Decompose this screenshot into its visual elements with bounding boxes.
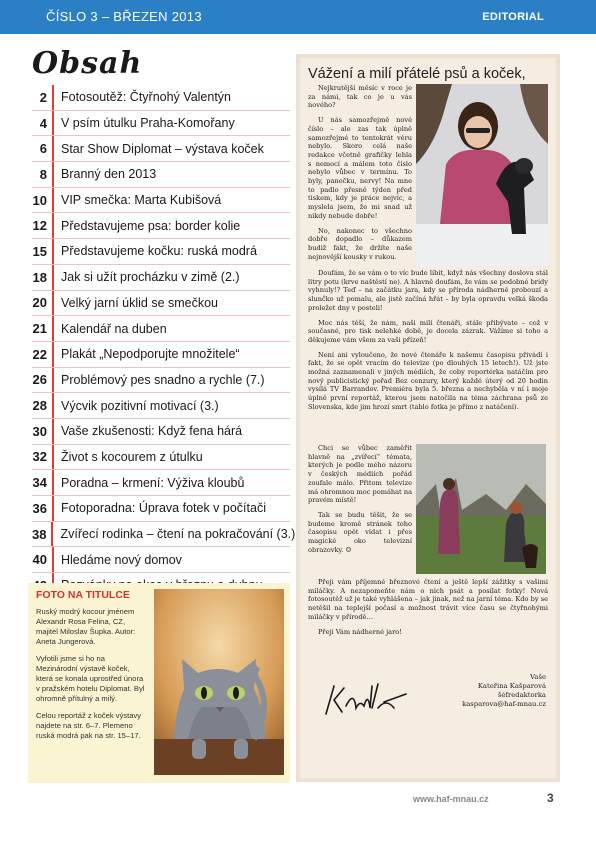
letter-column-2 [308,444,412,560]
toc-title-text: Představujeme psa: border kolie [61,218,241,233]
cover-photo-box [28,583,290,783]
toc-row[interactable] [32,522,296,548]
letter-body-2 [308,578,548,642]
cover-caption-p2: Vyfotili jsme si ho na Mezinárodní výstavě koček, která se konala uprostřed února v pražském hotelu Diplomat. Byl ohromně přítulný a milý. [36,654,145,703]
toc-page-number: 4 [32,111,54,136]
section-label: EDITORIAL [482,11,544,23]
toc-title-text: Vaše zkušenosti: Když fena hárá [61,424,243,439]
toc-title-text: Hledáme nový domov [61,552,182,567]
letter-paragraph: Chci se vůbec zaměřit hlavně na „zvířecí“ témata, kterých je podle mého názoru v českých médiích pořád zoufale málo. Přitom televize má ohromnou moc pomáhat na pravém místě! [308,444,412,505]
toc-page-number: 12 [32,213,54,238]
toc-title-text: Plakát „Nepodporujte množitele“ [61,347,240,362]
toc-page-number: 22 [32,342,54,367]
toc-row[interactable] [32,547,290,573]
toc-row[interactable] [32,85,290,111]
toc-row[interactable] [32,136,290,162]
toc-title-text: Velký jarní úklid se smečkou [61,295,219,310]
toc-row[interactable] [32,496,290,522]
cover-caption-p3: Celou reportáž z koček výstavy najdete na str. 6–7. Plemeno ruská modrá pak na str. 15–17. [36,711,142,740]
toc-title-text: Poradna – krmení: Výživa kloubů [61,475,245,490]
letter-column-1 [308,84,412,267]
toc-page-number: 15 [32,239,54,264]
toc-row[interactable] [32,368,290,394]
letter-paragraph: No, nakonec to všechno dobře dopadlo – důkazem budiž fakt, že držíte naše nejnovější kousky v rukou. [308,226,412,261]
toc-page-number: 6 [32,136,54,161]
toc-page-number: 28 [32,393,54,418]
toc-row[interactable] [32,111,290,137]
table-of-contents [32,85,296,599]
issue-label: ČÍSLO 3 – BŘEZEN 2013 [46,9,202,24]
toc-row[interactable] [32,419,290,445]
toc-title: Obsah [32,46,143,81]
toc-title-text: Fotoporadna: Úprava fotek v počítači [61,501,266,516]
signoff-role: šéfredaktorka [497,691,546,699]
letter-greeting: Vážení a milí přátelé psů a koček, [308,66,526,82]
toc-title-text: V psím útulku Praha-Komořany [61,116,235,131]
toc-row[interactable] [32,213,290,239]
toc-row[interactable] [32,291,290,317]
toc-page-number: 38 [32,522,53,547]
toc-page-number: 10 [32,188,54,213]
signature [320,680,410,720]
toc-row[interactable] [32,445,290,471]
toc-title-text: Kalendář na duben [61,321,167,336]
toc-page-number: 8 [32,162,54,187]
toc-row[interactable] [32,162,290,188]
toc-page-number: 2 [32,85,54,110]
header-bar [0,0,596,34]
signoff [416,673,546,709]
signoff-name: Kateřina Kašparová [477,682,546,690]
cover-caption [36,607,148,748]
letter-paragraph: Přeji Vám nádherné jaro! [318,627,402,636]
toc-page-number: 36 [32,496,54,521]
toc-title-text: Branný den 2013 [61,167,157,182]
toc-row[interactable] [32,342,290,368]
toc-title-text: Jak si užít procházku v zimě (2.) [61,270,240,285]
page-number: 3 [547,791,554,805]
letter-paragraph: Není ani vyloučeno, že nové čtenáře k našemu časopisu přivádí i fakt, že se opět vracím do televize (po dlouhých 15 letech!). Už jste možná zaznamenali v jiných médiích, že coby reportérka natáčím pro nový publicistický pořad Bez cenzury, který každé úterý od 20 hodin vysílá TV Barrandov. Premiéra byla 5. března a nechyběla v ní i moje úplně první reportáž, kterou jsem natočila na téma záchrana psů ze Slovenska, kde jim hrozí smrt (tablo fotka je přímo z natáčení). [308,350,548,411]
toc-title-text: Problémový pes snadno a rychle (7.) [61,372,265,387]
toc-page-number: 21 [32,316,54,341]
toc-title-text: Život s kocourem z útulku [61,449,203,464]
toc-row[interactable] [32,393,290,419]
letter-paragraph: Tak se budu těšit, že se budeme kromě stránek toho časopisu opět vídat i přes magické oko televizní obrazovky. ☺ [308,510,412,554]
toc-row[interactable] [32,188,290,214]
toc-title-text: Zvířecí rodinka – čtení na pokračování (3.) [60,527,296,542]
letter-paragraph: Moc nás těší, že nám, naši milí čtenáři, stále přibývate – což v současné, pro tisk nelehké době, je docela zázrak. Vážíme si toho a děkujeme vám všem za vaši přízeň! [308,318,548,344]
editor-with-dog-photo [416,84,548,266]
editorial-letter [300,58,556,778]
toc-title-text: VIP smečka: Marta Kubišová [61,193,222,208]
toc-page-number: 20 [32,291,54,316]
toc-page-number: 30 [32,419,54,444]
toc-title-text: Představujeme kočku: ruská modrá [61,244,257,259]
toc-row[interactable] [32,239,290,265]
letter-paragraph: Nejkrutější měsíc v roce je za námi, tak co je u vás nového? [308,84,412,110]
toc-row[interactable] [32,265,290,291]
cat-photo [154,589,284,775]
toc-page-number: 18 [32,265,54,290]
toc-row[interactable] [32,316,290,342]
toc-title-text: Star Show Diplomat – výstava koček [61,141,264,156]
toc-page-number: 34 [32,470,54,495]
cover-caption-p1: Ruský modrý kocour jménem Alexandr Rosa Felina, CZ, majitel Miloslav Šupka. Autor: Aneta Jungerová. [36,607,136,646]
letter-paragraph: Doufám, že se vám o to víc bude líbit, když nás všechny doslova stál litry potu (krve naštěstí ne). A hlavně doufám, že vám se podobné bridy vyhnuly!? Teď – na začátku jara, kdy se příroda nádherně probouzí a slunčko už pomalu, ale jistě začíná hřát – by byla opravdu velká škoda proležet dny v posteli! [308,269,548,312]
signoff-closing: Vaše [530,673,546,681]
letter-body-1 [308,269,548,418]
toc-page-number: 26 [32,368,54,393]
toc-page-number: 40 [32,547,54,572]
filming-photo [416,444,546,574]
toc-title-text: Výcvik pozitivní motivací (3.) [61,398,219,413]
toc-title-text: Fotosoutěž: Čtyřnohý Valentýn [61,90,231,105]
signoff-email[interactable]: kasparova@haf-mnau.cz [462,700,546,708]
letter-paragraph: U nás samozřejmě nové číslo – ale zas tak úplně samozřejmé to tentokrát věru nebylo. Skoro celá naše redakce včetně grafičky lehla s nemocí a málem toto číslo nebylo vůbec v termínu. To byly, panečku, nervy! Na mne to padlo přesně týden před tiskem, kdy je práce nejvíc, a myslela jsem, že mi snad už nikdy nebude dobře! [308,116,412,220]
letter-paragraph: Přeji vám příjemné březnové čtení a ještě lepší zážitky s vašimi miláčky. A nezapomeňte nám o nich psát a posílat fotky! Nová fotosoutěž už je také vyhlášena – jak jinak, než na jarní téma. Kdo by se netěšil na teplejší počasí a možnost trávit více času se čtyřnohými miláčky v přírodě… [308,578,548,621]
footer-url[interactable]: www.haf-mnau.cz [413,794,489,804]
toc-page-number: 32 [32,445,54,470]
cover-heading: FOTO NA TITULCE [36,589,130,601]
toc-row[interactable] [32,470,290,496]
